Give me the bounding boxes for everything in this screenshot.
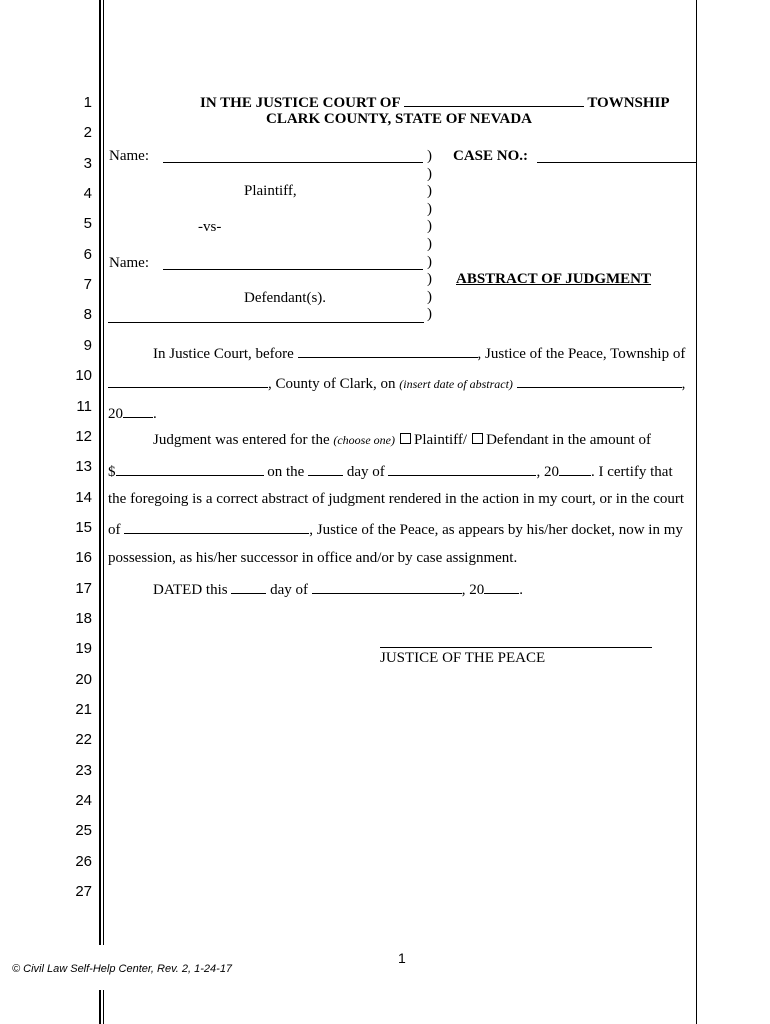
justice-name-blank[interactable] [298, 344, 478, 358]
line-number: 5 [83, 215, 92, 233]
defendant-label: Defendant(s). [244, 290, 327, 306]
line-number: 11 [76, 397, 92, 415]
line-number: 23 [75, 761, 92, 779]
caption-paren: ) [427, 200, 432, 217]
left-margin-rule-inner-lower [103, 990, 104, 1024]
body-line-15: of , Justice of the Peace, as appears by his/her docket, now in my [108, 522, 683, 538]
court-heading-line1: IN THE JUSTICE COURT OF TOWNSHIP [200, 95, 670, 111]
defendant-checkbox[interactable] [472, 433, 483, 444]
line-number: 20 [75, 670, 92, 688]
line-number: 15 [75, 518, 92, 536]
line-number: 1 [83, 94, 92, 111]
signature-line[interactable] [380, 647, 652, 648]
line-number: 10 [75, 367, 92, 385]
caption-bottom-rule [108, 322, 424, 323]
township-blank[interactable] [404, 93, 584, 107]
line-number: 14 [75, 488, 92, 506]
case-number-field[interactable] [537, 162, 696, 163]
left-margin-rule-outer [99, 0, 101, 945]
body-line-13: $ on the day of , 20 . I certify that [108, 464, 673, 480]
line-number: 16 [75, 549, 92, 567]
judgment-month-blank[interactable] [388, 462, 536, 476]
line-number: 21 [75, 701, 92, 718]
right-margin-rule [696, 0, 697, 1024]
plaintiff-name-label: Name: [109, 148, 149, 164]
date-hint: (insert date of abstract) [399, 377, 513, 391]
left-margin-rule-outer-lower [99, 990, 101, 1024]
line-number: 2 [83, 124, 92, 142]
left-margin-rule-inner [103, 0, 104, 945]
dated-day-blank[interactable] [231, 580, 266, 594]
line-number: 13 [75, 458, 92, 476]
defendant-name-label: Name: [109, 255, 149, 271]
line-number: 25 [75, 822, 92, 840]
plaintiff-label: Plaintiff, [244, 183, 297, 199]
vs-label: -vs- [198, 219, 222, 235]
body-line-10: , County of Clark, on (insert date of abstract) , [108, 374, 685, 393]
line-number: 4 [83, 185, 92, 203]
township-of-blank[interactable] [108, 374, 268, 388]
choose-one-hint: (choose one) [333, 433, 395, 447]
line-number: 24 [75, 792, 92, 810]
body-line-14: the foregoing is a correct abstract of judgment rendered in the action in my court, or in the court [108, 491, 685, 507]
caption-paren: ) [427, 183, 432, 200]
abstract-date-blank[interactable] [517, 374, 682, 388]
body-line-11: 20 . [108, 406, 157, 422]
judgment-year-blank[interactable] [559, 462, 591, 476]
caption-paren: ) [427, 306, 432, 323]
case-number-label: CASE NO.: [453, 148, 529, 164]
line-number: 12 [75, 427, 92, 445]
plaintiff-name-field[interactable] [163, 162, 423, 163]
dated-year-blank[interactable] [484, 580, 519, 594]
abstract-year-blank[interactable] [123, 404, 153, 418]
line-number: 3 [83, 154, 92, 172]
caption-paren: ) [427, 288, 432, 305]
dated-month-blank[interactable] [312, 580, 462, 594]
signature-label: JUSTICE OF THE PEACE [380, 650, 546, 666]
page-number: 1 [398, 950, 406, 966]
body-line-16: possession, as his/her successor in office and/or by case assignment. [108, 550, 518, 566]
footer-copyright: © Civil Law Self-Help Center, Rev. 2, 1-24-17 [12, 963, 233, 975]
dated-line: DATED this day of , 20 . [153, 582, 523, 598]
caption-paren: ) [427, 165, 432, 182]
line-number: 26 [75, 852, 92, 870]
line-number: 8 [83, 306, 92, 324]
caption-paren: ) [427, 148, 432, 164]
judgment-day-blank[interactable] [308, 462, 343, 476]
document-title: ABSTRACT OF JUDGMENT [456, 271, 652, 287]
body-line-12: Judgment was entered for the (choose one) Plaintiff/ Defendant in the amount of [153, 432, 652, 448]
court-of-blank[interactable] [124, 520, 309, 534]
line-number: 27 [75, 883, 92, 901]
caption-paren: ) [427, 218, 432, 235]
line-number: 18 [75, 609, 92, 627]
line-number: 19 [75, 640, 92, 658]
line-number: 22 [75, 731, 92, 749]
caption-paren: ) [427, 236, 432, 252]
caption-paren: ) [427, 271, 432, 288]
body-line-9: In Justice Court, before , Justice of the Peace, Township of [153, 346, 686, 362]
plaintiff-checkbox[interactable] [400, 433, 411, 444]
court-heading-line2: CLARK COUNTY, STATE OF NEVADA [266, 111, 533, 127]
line-number: 6 [83, 245, 92, 263]
amount-blank[interactable] [116, 462, 264, 476]
line-number: 9 [83, 336, 92, 354]
line-number: 17 [75, 579, 92, 597]
caption-paren: ) [427, 253, 432, 270]
line-number: 7 [83, 276, 92, 294]
defendant-name-field[interactable] [163, 269, 423, 270]
